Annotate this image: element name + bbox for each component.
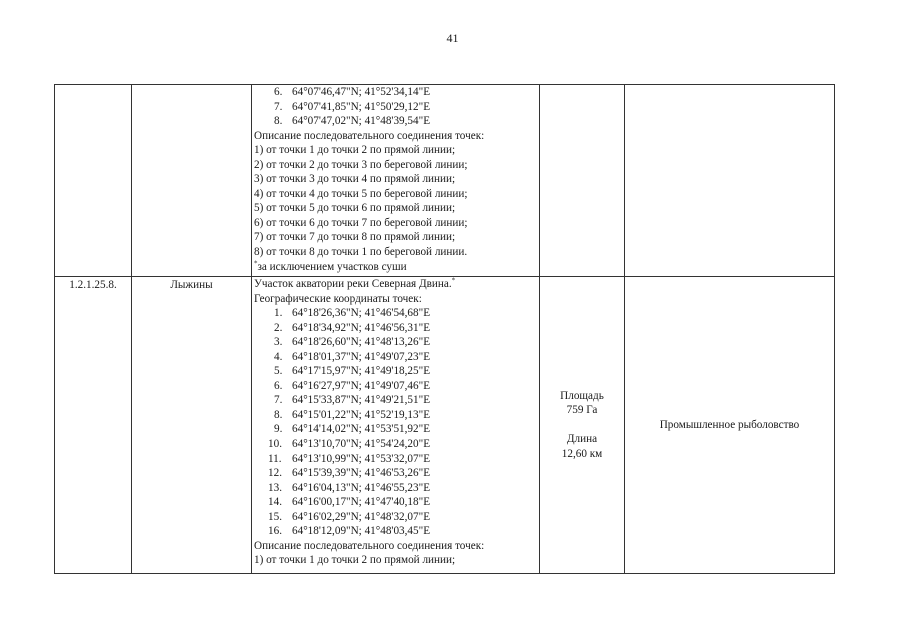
area-value: 759 Га bbox=[566, 404, 598, 417]
connection-line: 1) от точки 1 до точки 2 по прямой линии; bbox=[254, 554, 456, 567]
connection-title: Описание последовательного соединения точек: bbox=[254, 539, 485, 552]
coordinate-line: 2. 64°18'34,92"N; 41°46'56,31"E bbox=[274, 321, 431, 334]
connection-line: 4) от точки 4 до точки 5 по береговой линии; bbox=[254, 187, 468, 200]
coordinate-line: 5. 64°17'15,97"N; 41°49'18,25"E bbox=[274, 365, 431, 378]
coordinate-line: 9. 64°14'14,02"N; 41°53'51,92"E bbox=[274, 423, 431, 436]
coordinate-line: 11. 64°13'10,99"N; 41°53'32,07"E bbox=[268, 452, 431, 465]
code-cell: 1.2.1.25.8. bbox=[55, 277, 132, 574]
connection-line: 7) от точки 7 до точки 8 по прямой линии; bbox=[254, 231, 456, 244]
coordinate-line: 10. 64°13'10,70"N; 41°54'24,20"E bbox=[268, 438, 431, 451]
coordinate-line: 13. 64°16'04,13"N; 41°46'55,23"E bbox=[268, 481, 431, 494]
coordinate-line: 3. 64°18'26,60"N; 41°48'13,26"E bbox=[274, 336, 431, 349]
coordinate-line: 6. 64°16'27,97"N; 41°49'07,46"E bbox=[274, 379, 431, 392]
table-row bbox=[55, 85, 835, 277]
connection-title: Описание последовательного соединения точек: bbox=[254, 129, 485, 142]
length-value: 12,60 км bbox=[561, 447, 603, 460]
coordinate-line: 16. 64°18'12,09"N; 41°48'03,45"E bbox=[268, 525, 431, 538]
description-cell bbox=[252, 85, 540, 277]
footnote: *за исключением участков суши bbox=[254, 258, 407, 273]
connection-line: 8) от точки 8 до точки 1 по береговой линии. bbox=[254, 246, 468, 259]
area-cell bbox=[540, 85, 625, 277]
length-label: Длина bbox=[566, 433, 598, 445]
table-row bbox=[55, 277, 835, 574]
coordinate-line: 7. 64°07'41,85"N; 41°50'29,12"E bbox=[274, 100, 431, 113]
coordinate-line: 7. 64°15'33,87"N; 41°49'21,51"E bbox=[274, 394, 431, 407]
page-number: 41 bbox=[446, 31, 459, 45]
coordinate-line: 1. 64°18'26,36"N; 41°46'54,68"E bbox=[274, 307, 431, 320]
coordinate-line: 12. 64°15'39,39"N; 41°46'53,26"E bbox=[268, 467, 431, 480]
connection-line: 5) от точки 5 до точки 6 по прямой линии; bbox=[254, 202, 456, 215]
connection-line: 3) от точки 3 до точки 4 по прямой линии; bbox=[254, 173, 456, 186]
description-cell bbox=[252, 277, 540, 574]
connection-line: 6) от точки 6 до точки 7 по береговой линии; bbox=[254, 216, 468, 229]
area-cell bbox=[540, 277, 625, 574]
code-cell bbox=[55, 85, 132, 277]
area-label: Площадь bbox=[560, 389, 604, 402]
connection-line: 1) от точки 1 до точки 2 по прямой линии; bbox=[254, 144, 456, 157]
coordinate-line: 14. 64°16'00,17"N; 41°47'40,18"E bbox=[268, 496, 431, 509]
coordinate-line: 6. 64°07'46,47"N; 41°52'34,14"E bbox=[274, 86, 431, 98]
coordinate-line: 8. 64°07'47,02"N; 41°48'39,54"E bbox=[274, 115, 431, 128]
section-title: Участок акватории реки Северная Двина.* bbox=[254, 276, 456, 290]
name-cell: Лыжины bbox=[132, 277, 252, 574]
coordinates-title: Географические координаты точек: bbox=[254, 292, 422, 305]
fishing-areas-table bbox=[54, 84, 835, 574]
coordinate-line: 15. 64°16'02,29"N; 41°48'32,07"E bbox=[268, 510, 431, 523]
use-type: Промышленное рыболовство bbox=[659, 418, 800, 431]
use-cell bbox=[625, 85, 835, 277]
coordinate-line: 4. 64°18'01,37"N; 41°49'07,23"E bbox=[274, 350, 431, 363]
use-cell bbox=[625, 277, 835, 574]
connection-line: 2) от точки 2 до точки 3 по береговой линии; bbox=[254, 158, 468, 171]
name-cell bbox=[132, 85, 252, 277]
coordinate-line: 8. 64°15'01,22"N; 41°52'19,13"E bbox=[274, 408, 431, 421]
